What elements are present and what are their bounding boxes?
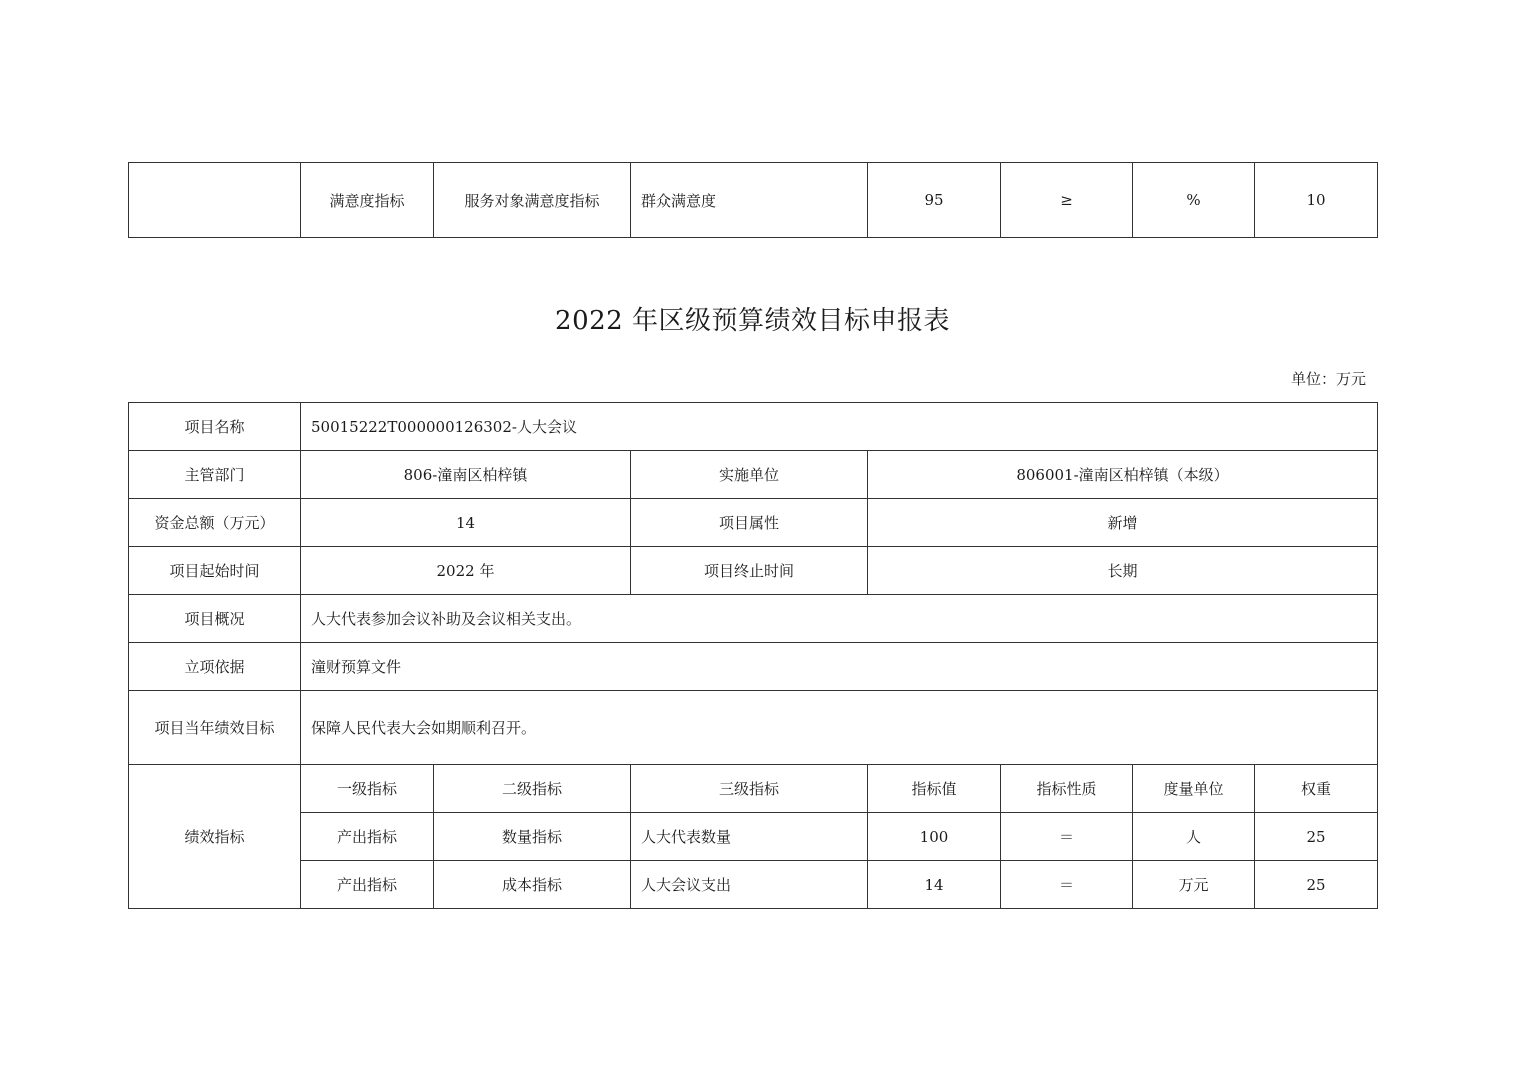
basis-value: 潼财预算文件 [301,643,1378,691]
indicator-row [129,861,1378,909]
department-label: 主管部门 [129,451,301,499]
level2-indicator: 服务对象满意度指标 [434,163,631,238]
indicator-weight: 25 [1255,861,1378,909]
start-time-label: 项目起始时间 [129,547,301,595]
column-header: 指标性质 [1001,765,1133,813]
column-header: 权重 [1255,765,1378,813]
annual-goal-value: 保障人民代表大会如期顺利召开。 [301,691,1378,765]
indicator-nature: ≥ [1001,163,1133,238]
table-row [129,547,1378,595]
indicator-value: 95 [868,163,1001,238]
column-header: 三级指标 [631,765,868,813]
table-row [129,691,1378,765]
table-row [129,163,1378,238]
table-row [129,451,1378,499]
column-header: 指标值 [868,765,1001,813]
total-funds-value: 14 [301,499,631,547]
level1-indicator: 产出指标 [301,861,434,909]
previous-indicator-table [128,162,1378,238]
table-row [129,499,1378,547]
end-time-label: 项目终止时间 [631,547,868,595]
indicator-unit: 人 [1133,813,1255,861]
project-name-label: 项目名称 [129,403,301,451]
level2-indicator: 数量指标 [434,813,631,861]
column-header: 一级指标 [301,765,434,813]
overview-label: 项目概况 [129,595,301,643]
empty-cell [129,163,301,238]
indicator-value: 100 [868,813,1001,861]
column-header: 二级指标 [434,765,631,813]
annual-goal-label: 项目当年绩效目标 [129,691,301,765]
level1-indicator: 满意度指标 [301,163,434,238]
implementing-unit-value: 806001-潼南区柏梓镇（本级） [868,451,1378,499]
page-title: 2022 年区级预算绩效目标申报表 [555,306,950,336]
table-row [129,595,1378,643]
overview-value: 人大代表参加会议补助及会议相关支出。 [301,595,1378,643]
table-row [129,643,1378,691]
unit-label: 单位：万元 [1290,370,1366,388]
indicator-header-row [129,765,1378,813]
indicator-value: 14 [868,861,1001,909]
level3-indicator: 人大代表数量 [631,813,868,861]
column-header: 度量单位 [1133,765,1255,813]
indicator-nature: ＝ [1001,813,1133,861]
table-row [129,403,1378,451]
end-time-value: 长期 [868,547,1378,595]
indicator-weight: 10 [1255,163,1378,238]
level1-indicator: 产出指标 [301,813,434,861]
indicator-unit: % [1133,163,1255,238]
level3-indicator: 群众满意度 [631,163,868,238]
basis-label: 立项依据 [129,643,301,691]
start-time-value: 2022 年 [301,547,631,595]
indicator-row [129,813,1378,861]
project-attribute-value: 新增 [868,499,1378,547]
indicator-weight: 25 [1255,813,1378,861]
performance-indicators-label: 绩效指标 [129,765,301,909]
budget-performance-table [128,402,1378,909]
implementing-unit-label: 实施单位 [631,451,868,499]
project-attribute-label: 项目属性 [631,499,868,547]
level2-indicator: 成本指标 [434,861,631,909]
level3-indicator: 人大会议支出 [631,861,868,909]
project-name-value: 50015222T000000126302-人大会议 [301,403,1378,451]
indicator-unit: 万元 [1133,861,1255,909]
indicator-nature: ＝ [1001,861,1133,909]
total-funds-label: 资金总额（万元） [129,499,301,547]
department-value: 806-潼南区柏梓镇 [301,451,631,499]
